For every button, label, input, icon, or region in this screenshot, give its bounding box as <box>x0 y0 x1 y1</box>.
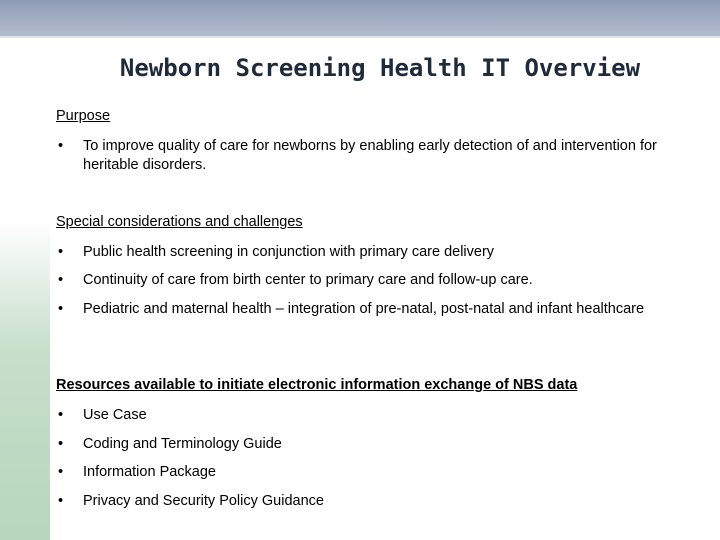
section-heading-resources: Resources available to initiate electronic information exchange of NBS data <box>56 377 578 393</box>
header-divider <box>0 36 720 38</box>
bullet-icon: • <box>58 407 64 423</box>
resource-item-privacy-guidance: Privacy and Security Policy Guidance <box>83 493 324 509</box>
resource-item-coding-guide: Coding and Terminology Guide <box>83 436 282 452</box>
resource-item-info-package: Information Package <box>83 464 216 480</box>
purpose-item: To improve quality of care for newborns by enabling early detection of and intervention for heritable disorders. <box>83 138 657 173</box>
bullet-icon: • <box>58 301 64 317</box>
slide-title: Newborn Screening Health IT Overview <box>119 54 641 82</box>
left-accent-bar <box>0 220 50 540</box>
section-heading-purpose: Purpose <box>56 108 111 124</box>
considerations-item-3: Pediatric and maternal health – integration of pre-natal, post-natal and infant healthcare <box>83 301 645 317</box>
bullet-icon: • <box>58 272 64 288</box>
bullet-icon: • <box>58 436 64 452</box>
bullet-icon: • <box>58 464 64 480</box>
considerations-item-1: Public health screening in conjunction with primary care delivery <box>83 244 495 260</box>
bullet-icon: • <box>58 138 64 154</box>
bullet-icon: • <box>58 244 64 260</box>
top-header-band <box>0 0 720 36</box>
considerations-item-2: Continuity of care from birth center to primary care and follow-up care. <box>83 272 533 288</box>
resource-item-use-case: Use Case <box>83 407 147 423</box>
bullet-icon: • <box>58 493 64 509</box>
section-heading-considerations: Special considerations and challenges <box>56 214 303 230</box>
